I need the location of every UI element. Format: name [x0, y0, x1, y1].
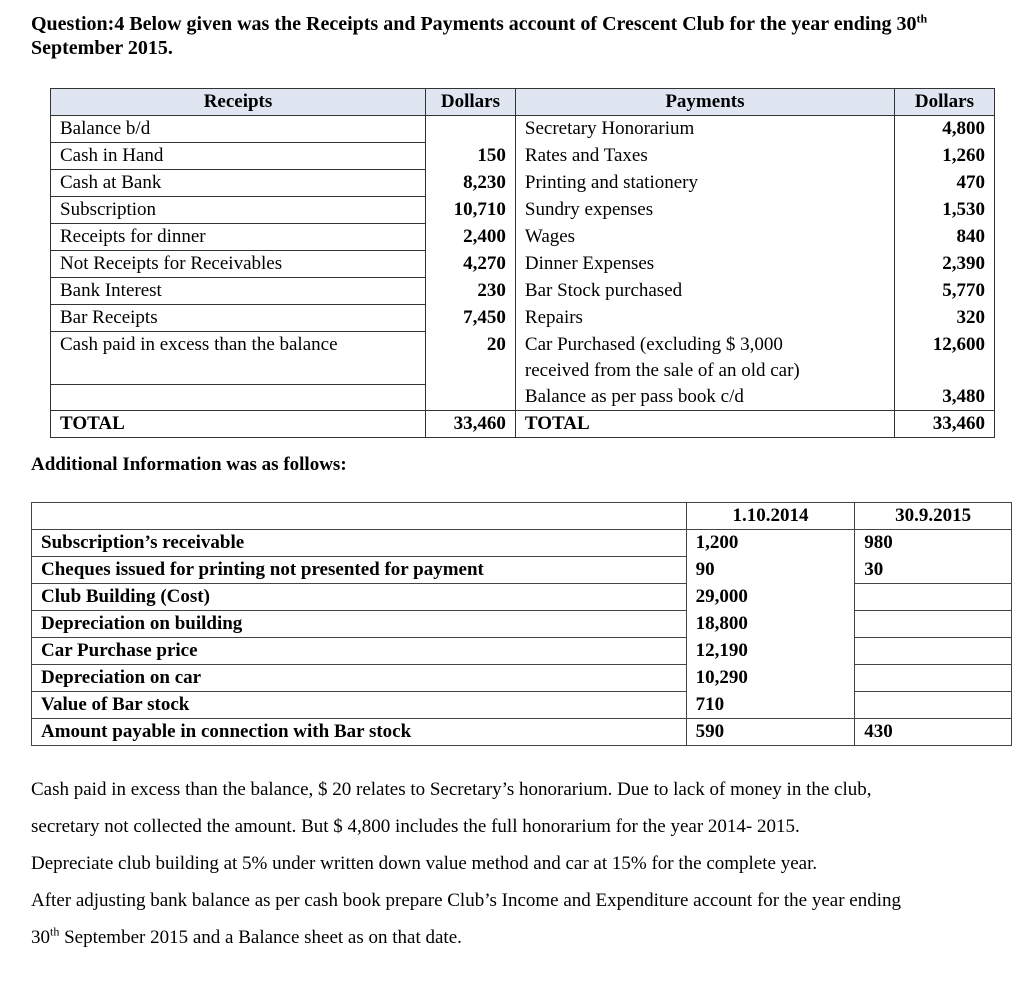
info-value-end: 430 — [855, 719, 1012, 746]
info-value-end: 980 — [855, 530, 1012, 557]
note-line: 30th September 2015 and a Balance sheet as on that date. — [31, 924, 462, 948]
table-row — [32, 719, 1012, 746]
info-value-start: 90 — [686, 557, 855, 584]
info-item: Amount payable in connection with Bar stock — [32, 719, 687, 746]
info-value-end — [855, 638, 1012, 665]
payment-amount: 3,480 — [894, 384, 994, 411]
payment-label: received from the sale of an old car) — [515, 358, 894, 384]
table-row — [32, 611, 1012, 638]
info-value-end: 30 — [855, 557, 1012, 584]
receipt-label — [51, 384, 426, 411]
total-payments: 33,460 — [894, 411, 994, 438]
table-row — [32, 638, 1012, 665]
payment-amount: 5,770 — [894, 278, 994, 305]
info-header-date1: 1.10.2014 — [686, 503, 855, 530]
info-value-end — [855, 584, 1012, 611]
receipt-label — [51, 358, 426, 384]
info-value-end — [855, 692, 1012, 719]
header-payments-dollars: Dollars — [894, 89, 994, 116]
receipt-label: Not Receipts for Receivables — [51, 251, 426, 278]
receipt-label: Bank Interest — [51, 278, 426, 305]
table-row — [32, 692, 1012, 719]
receipt-amount: 2,400 — [425, 224, 515, 251]
table-row — [51, 170, 995, 197]
table-row — [51, 224, 995, 251]
payment-label: Car Purchased (excluding $ 3,000 — [515, 332, 894, 359]
receipt-label: Cash in Hand — [51, 143, 426, 170]
notes-section — [31, 771, 1021, 956]
table-row — [51, 332, 995, 359]
payment-amount: 1,260 — [894, 143, 994, 170]
payment-amount: 840 — [894, 224, 994, 251]
payment-label: Secretary Honorarium — [515, 116, 894, 143]
receipt-amount: 150 — [425, 143, 515, 170]
note-line: After adjusting bank balance as per cash book prepare Club’s Income and Expenditure account for the year ending — [31, 890, 901, 911]
payment-label: Rates and Taxes — [515, 143, 894, 170]
total-label-receipts: TOTAL — [51, 411, 426, 438]
info-value-start: 12,190 — [686, 638, 855, 665]
payment-label: Bar Stock purchased — [515, 278, 894, 305]
table-row — [51, 116, 995, 143]
payment-label: Printing and stationery — [515, 170, 894, 197]
header-receipts-dollars: Dollars — [425, 89, 515, 116]
info-value-start: 1,200 — [686, 530, 855, 557]
info-header-row — [32, 503, 1012, 530]
table-row — [32, 584, 1012, 611]
receipt-label: Subscription — [51, 197, 426, 224]
info-item: Depreciation on building — [32, 611, 687, 638]
payment-label: Wages — [515, 224, 894, 251]
receipt-label: Cash at Bank — [51, 170, 426, 197]
info-value-start: 29,000 — [686, 584, 855, 611]
receipt-amount: 230 — [425, 278, 515, 305]
info-item: Subscription’s receivable — [32, 530, 687, 557]
receipt-amount: 8,230 — [425, 170, 515, 197]
additional-info-table — [31, 502, 1012, 746]
table-row — [32, 557, 1012, 584]
info-value-start: 710 — [686, 692, 855, 719]
payment-label: Dinner Expenses — [515, 251, 894, 278]
receipt-amount: 10,710 — [425, 197, 515, 224]
additional-info-title: Additional Information was as follows: — [31, 454, 347, 475]
table-row — [51, 197, 995, 224]
header-receipts: Receipts — [51, 89, 426, 116]
payment-amount: 470 — [894, 170, 994, 197]
table-header-row — [51, 89, 995, 116]
payment-label: Sundry expenses — [515, 197, 894, 224]
table-row — [32, 665, 1012, 692]
payment-amount: 1,530 — [894, 197, 994, 224]
info-header-blank — [32, 503, 687, 530]
table-row — [51, 358, 995, 384]
table-row — [51, 278, 995, 305]
receipt-label: Receipts for dinner — [51, 224, 426, 251]
note-line: Cash paid in excess than the balance, $ 20 relates to Secretary’s honorarium. Due to lack of money in the club, — [31, 779, 872, 800]
total-label-payments: TOTAL — [515, 411, 894, 438]
info-header-date2: 30.9.2015 — [855, 503, 1012, 530]
table-row — [51, 143, 995, 170]
header-payments: Payments — [515, 89, 894, 116]
payment-amount: 12,600 — [894, 332, 994, 359]
payment-label: Balance as per pass book c/d — [515, 384, 894, 411]
table-row — [51, 305, 995, 332]
payment-amount — [894, 358, 994, 384]
receipt-label: Bar Receipts — [51, 305, 426, 332]
receipt-amount: 20 — [425, 332, 515, 359]
receipt-amount — [425, 384, 515, 411]
info-value-end — [855, 611, 1012, 638]
info-value-start: 590 — [686, 719, 855, 746]
payment-label: Repairs — [515, 305, 894, 332]
info-item: Club Building (Cost) — [32, 584, 687, 611]
info-item: Value of Bar stock — [32, 692, 687, 719]
payment-amount: 2,390 — [894, 251, 994, 278]
table-row — [51, 384, 995, 411]
info-value-end — [855, 665, 1012, 692]
receipt-amount: 7,450 — [425, 305, 515, 332]
info-item: Depreciation on car — [32, 665, 687, 692]
info-item: Cheques issued for printing not presented for payment — [32, 557, 687, 584]
info-value-start: 10,290 — [686, 665, 855, 692]
info-item: Car Purchase price — [32, 638, 687, 665]
receipt-label: Balance b/d — [51, 116, 426, 143]
total-receipts: 33,460 — [425, 411, 515, 438]
receipts-payments-table — [50, 88, 995, 438]
table-row — [51, 251, 995, 278]
payment-amount: 4,800 — [894, 116, 994, 143]
total-row — [51, 411, 995, 438]
note-line: secretary not collected the amount. But $ 4,800 includes the full honorarium for the year 2014- 2015. — [31, 816, 800, 837]
question-title: Question:4 Below given was the Receipts and Payments account of Crescent Club for the year ending 30th September 2015. — [31, 11, 928, 59]
receipt-amount: 4,270 — [425, 251, 515, 278]
table-row — [32, 530, 1012, 557]
payment-amount: 320 — [894, 305, 994, 332]
info-value-start: 18,800 — [686, 611, 855, 638]
note-line: Depreciate club building at 5% under written down value method and car at 15% for the complete year. — [31, 853, 818, 874]
receipt-amount — [425, 116, 515, 143]
receipt-label: Cash paid in excess than the balance — [51, 332, 426, 359]
receipt-amount — [425, 358, 515, 384]
